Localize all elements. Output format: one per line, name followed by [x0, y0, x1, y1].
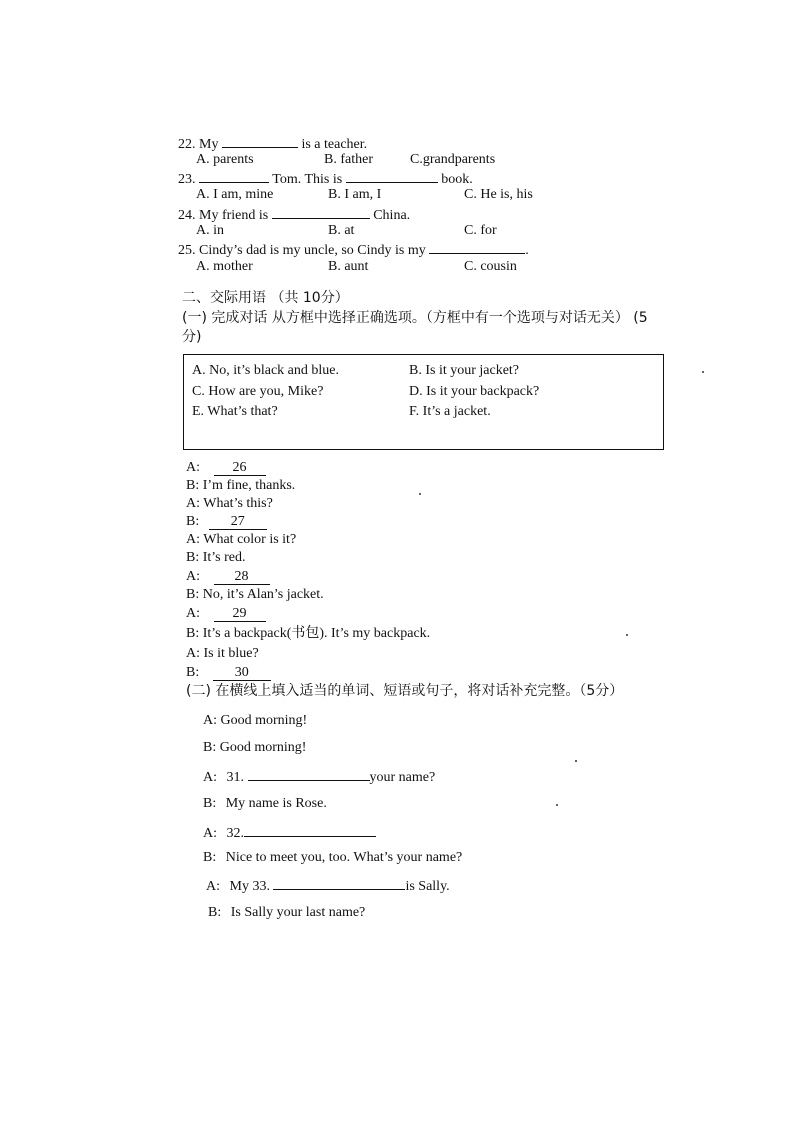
q22-blank[interactable]: [222, 134, 298, 148]
speaker: B:: [203, 796, 217, 811]
speaker: B:: [203, 740, 217, 755]
box-option-f: F. It’s a jacket.: [409, 404, 491, 419]
dialogue1-line-12: [186, 664, 271, 681]
dialogue2-line-3: [203, 767, 435, 786]
q24-suffix: China.: [373, 208, 411, 223]
q22-suffix: is a teacher.: [301, 137, 368, 152]
dialogue1-line-6: [186, 549, 246, 566]
speaker: B:: [208, 905, 222, 920]
part-1-instruction-line-1: (一) 完成对话 从方框中选择正确选项。（方框中有一个选项与对话无关） (5: [182, 310, 648, 326]
speaker: B:: [186, 550, 200, 565]
q22-option-b: B. father: [324, 152, 373, 167]
q25-blank[interactable]: [429, 240, 525, 254]
q23-blank-1[interactable]: [199, 169, 269, 183]
speaker: A:: [203, 770, 217, 785]
scan-speck: [626, 634, 628, 636]
speaker: B:: [186, 587, 200, 602]
answer-blank-31[interactable]: [248, 767, 370, 781]
q25-option-a: A. mother: [196, 259, 253, 274]
question-25: [178, 240, 529, 259]
part-2-instruction: (二) 在横线上填入适当的单词、短语或句子，将对话补充完整。（5分）: [186, 683, 624, 699]
dialogue2-line-1: [203, 712, 307, 729]
dialogue-text: is Sally.: [405, 879, 450, 894]
speaker: B:: [186, 514, 200, 529]
q24-option-b: B. at: [328, 223, 355, 238]
speaker: B:: [203, 850, 217, 865]
speaker: B:: [186, 665, 200, 680]
q24-option-a: A. in: [196, 223, 224, 238]
scan-speck: [575, 760, 577, 762]
dialogue-text: Nice to meet you, too. What’s your name?: [225, 850, 463, 865]
q22-option-c: C.grandparents: [410, 152, 496, 167]
dialogue-text: It’s a backpack(书包). It’s my backpack.: [202, 626, 431, 641]
dialogue-text: What’s this?: [203, 496, 273, 511]
dialogue1-line-8: [186, 586, 324, 603]
q25-suffix: .: [525, 243, 529, 258]
blank-number-33: My 33.: [229, 879, 270, 894]
speaker: A:: [203, 826, 217, 841]
box-option-c: C. How are you, Mike?: [192, 384, 324, 399]
q23-blank-2[interactable]: [346, 169, 438, 183]
speaker: B:: [186, 478, 200, 493]
dialogue-text: Good morning!: [220, 713, 308, 728]
dialogue-text: Is Sally your last name?: [230, 905, 366, 920]
scan-speck: [702, 371, 704, 373]
box-option-b: B. Is it your jacket?: [409, 363, 520, 378]
section-2-title: 二、交际用语 （共 10分）: [182, 290, 349, 306]
dialogue-text: What color is it?: [203, 532, 297, 547]
speaker: A:: [206, 879, 220, 894]
dialogue1-line-7: [186, 568, 270, 585]
q22-prefix: 22. My: [178, 137, 219, 152]
answer-blank-27[interactable]: 27: [209, 514, 267, 530]
blank-number-32: 32.: [226, 826, 244, 841]
dialogue2-line-8: [208, 904, 365, 921]
box-option-a: A. No, it’s black and blue.: [192, 363, 339, 378]
q25-option-c: C. cousin: [464, 259, 517, 274]
q24-prefix: 24. My friend is: [178, 208, 269, 223]
q23-option-b: B. I am, I: [328, 187, 382, 202]
q22-option-a: A. parents: [196, 152, 254, 167]
answer-blank-30[interactable]: 30: [213, 665, 271, 681]
speaker: A:: [203, 713, 217, 728]
dialogue-text: It’s red.: [202, 550, 246, 565]
dialogue2-line-2: [203, 739, 306, 756]
speaker: A:: [186, 460, 200, 475]
dialogue-text: I’m fine, thanks.: [202, 478, 296, 493]
q23-mid: Tom. This is: [272, 172, 343, 187]
answer-blank-29[interactable]: 29: [214, 606, 266, 622]
speaker: A:: [186, 606, 200, 621]
dialogue-text: your name?: [369, 770, 436, 785]
dialogue-text: No, it’s Alan’s jacket.: [202, 587, 324, 602]
blank-number-31: 31.: [226, 770, 244, 785]
dialogue1-line-9: [186, 605, 266, 622]
dialogue2-line-4: [203, 795, 327, 812]
speaker: B:: [186, 626, 200, 641]
q23-option-c: C. He is, his: [464, 187, 533, 202]
dialogue1-line-4: [186, 513, 267, 530]
dialogue-text: Is it blue?: [203, 646, 259, 661]
speaker: A:: [186, 569, 200, 584]
q25-prefix: 25. Cindy’s dad is my uncle, so Cindy is my: [178, 243, 426, 258]
answer-blank-28[interactable]: 28: [214, 569, 270, 585]
answer-blank-33[interactable]: [273, 876, 405, 890]
q25-option-b: B. aunt: [328, 259, 369, 274]
dialogue1-line-1: [186, 459, 266, 476]
part-1-instruction-line-2: 分): [182, 329, 202, 345]
q23-prefix: 23.: [178, 172, 196, 187]
speaker: A:: [186, 646, 200, 661]
dialogue-text: My name is Rose.: [225, 796, 327, 811]
dialogue1-line-11: [186, 645, 259, 662]
q23-suffix: book.: [441, 172, 473, 187]
q23-option-a: A. I am, mine: [196, 187, 274, 202]
dialogue1-line-3: [186, 495, 273, 512]
answer-blank-32[interactable]: [244, 823, 376, 837]
dialogue-text: Good morning!: [219, 740, 307, 755]
dialogue2-line-5: [203, 823, 376, 842]
box-option-e: E. What’s that?: [192, 404, 278, 419]
speaker: A:: [186, 532, 200, 547]
scan-speck: [556, 804, 558, 806]
box-option-d: D. Is it your backpack?: [409, 384, 540, 399]
dialogue1-line-2: [186, 477, 295, 494]
dialogue1-line-5: [186, 531, 296, 548]
q24-blank[interactable]: [272, 205, 370, 219]
q24-option-c: C. for: [464, 223, 497, 238]
dialogue2-line-6: [203, 849, 462, 866]
dialogue1-line-10: [186, 625, 430, 642]
answer-blank-26[interactable]: 26: [214, 460, 266, 476]
speaker: A:: [186, 496, 200, 511]
scan-speck: [419, 493, 421, 495]
dialogue2-line-7: [206, 876, 450, 895]
